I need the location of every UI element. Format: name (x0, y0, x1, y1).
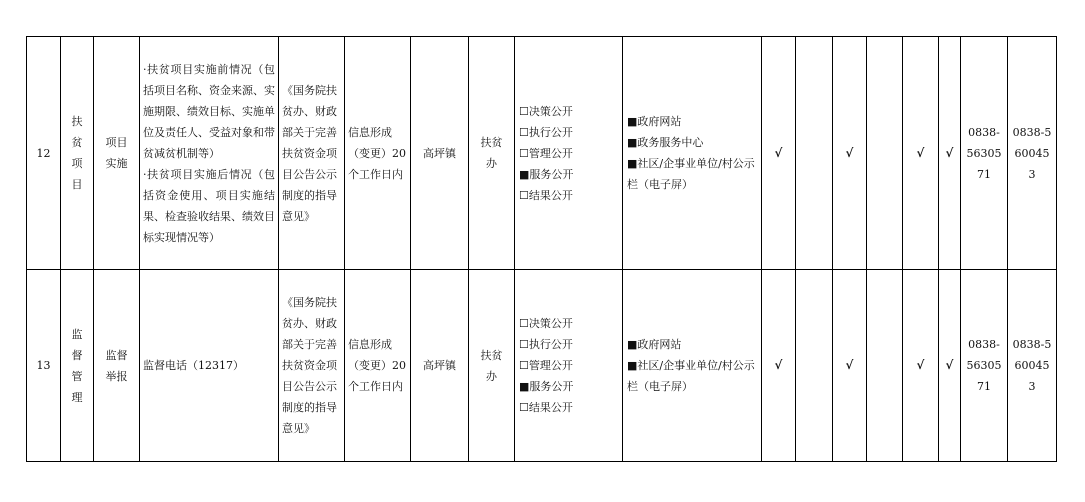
time-limit-cell: 信息形成（变更）20个工作日内 (345, 37, 411, 270)
dept-cell: 扶贫办 (469, 270, 515, 462)
check-mark (796, 270, 833, 462)
table-row (27, 270, 1057, 462)
item-cell: 监督举报 (94, 270, 140, 462)
scope-option: ☐执行公开 (519, 125, 573, 139)
check-mark: √ (762, 37, 796, 270)
phone-cell: 0838-5630571 (961, 37, 1008, 270)
row-number: 12 (27, 37, 61, 270)
scope-option: ☐管理公开 (519, 359, 573, 372)
table-row (27, 37, 1057, 270)
item-cell: 项目实施 (94, 37, 140, 270)
basis-cell: 《国务院扶贫办、财政部关于完善扶贫资金项目公告公示制度的指导意见》 (279, 270, 345, 462)
category-cell: 监督管理 (61, 270, 94, 462)
check-mark: √ (903, 270, 939, 462)
phone-cell: 0838-5600453 (1008, 270, 1057, 462)
scope-option: ☐决策公开 (519, 104, 573, 118)
check-mark (796, 37, 833, 270)
channel-item: ■政府网站 (627, 115, 682, 128)
check-mark: √ (833, 37, 867, 270)
scope-option: ■服务公开 (519, 167, 574, 181)
subject-cell: 高坪镇 (411, 270, 469, 462)
channel-item: ■政府网站 (627, 338, 682, 351)
phone-cell: 0838-5600453 (1008, 37, 1057, 270)
phone-cell: 0838-5630571 (961, 270, 1008, 462)
category-cell: 扶贫项目 (61, 37, 94, 270)
check-mark: √ (939, 270, 961, 462)
scope-cell (515, 270, 623, 462)
basis-cell: 《国务院扶贫办、财政部关于完善扶贫资金项目公告公示制度的指导意见》 (279, 37, 345, 270)
check-mark (867, 37, 903, 270)
scope-option: ☐结果公开 (519, 401, 573, 414)
disclosure-table (26, 36, 1057, 462)
scope-option: ☐执行公开 (519, 338, 573, 351)
row-number: 13 (27, 270, 61, 462)
scope-option: ■服务公开 (519, 380, 574, 393)
channels-cell (623, 270, 762, 462)
scope-option: ☐决策公开 (519, 317, 573, 330)
check-mark: √ (762, 270, 796, 462)
channel-item: ■社区/企事业单位/村公示栏（电子屏） (627, 359, 755, 393)
scope-option: ☐结果公开 (519, 188, 573, 202)
time-limit-cell: 信息形成（变更）20个工作日内 (345, 270, 411, 462)
scope-cell (515, 37, 623, 270)
content-cell: ·扶贫项目实施前情况（包括项目名称、资金来源、实施期限、绩效目标、实施单位及责任人、受益对象和带贫减贫机制等） ·扶贫项目实施后情况（包括资金使用、项目实施结果、检查验收结果、绩效目标实现情况等） (140, 37, 279, 270)
check-mark (867, 270, 903, 462)
check-mark: √ (833, 270, 867, 462)
channel-item: ■政务服务中心 (627, 136, 704, 149)
dept-cell: 扶贫办 (469, 37, 515, 270)
subject-cell: 高坪镇 (411, 37, 469, 270)
channels-cell (623, 37, 762, 270)
scope-option: ☐管理公开 (519, 146, 573, 160)
channel-item: ■社区/企事业单位/村公示栏（电子屏） (627, 157, 755, 191)
check-mark: √ (903, 37, 939, 270)
check-mark: √ (939, 37, 961, 270)
content-cell: 监督电话（12317） (140, 270, 279, 462)
